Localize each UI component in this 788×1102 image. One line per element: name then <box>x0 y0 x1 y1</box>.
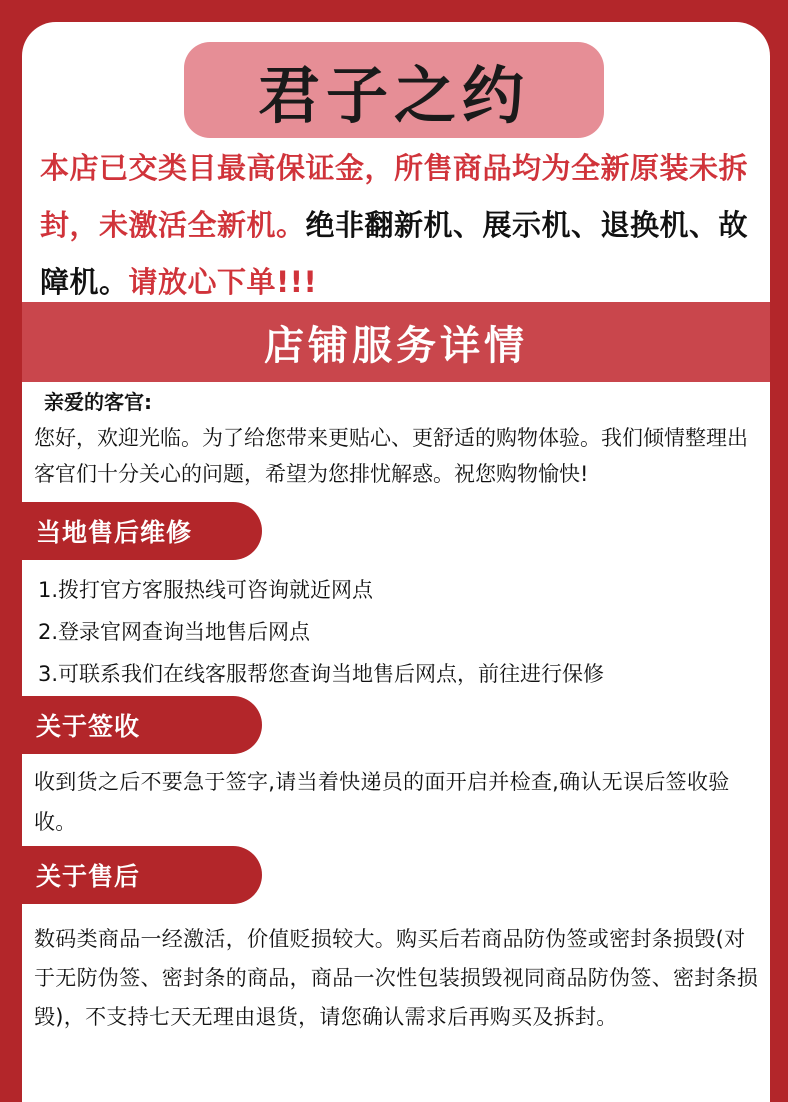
after-sales-body: 数码类商品一经激活，价值贬损较大。购买后若商品防伪签或密封条损毁(对于无防伪签、密封条的商品，商品一次性包装损毁视同商品防伪签、密封条损毁)，不支持七天无理由退货，请您确认需求后再购买及拆封。 <box>34 927 759 1029</box>
intro-not-refurbished-text: 绝非翻新机、展示机、退换机、故障机。 <box>40 208 749 299</box>
list-item: 2.登录官网查询当地售后网点 <box>38 620 311 644</box>
list-item: 3.可联系我们在线客服帮您查询当地售后网点，前往进行保修 <box>38 662 605 686</box>
greeting-heading: 亲爱的客官: <box>44 390 152 414</box>
section-title-receipt: 关于签收 <box>22 696 262 754</box>
section-title-local-repair: 当地售后维修 <box>22 502 262 560</box>
intro-order-prompt: 请放心下单!!! <box>128 265 318 299</box>
content-card <box>22 22 770 1102</box>
section-title-after-sales: 关于售后 <box>22 846 262 904</box>
intro-guarantee-text: 本店已交类目最高保证金，所售商品均为全新原装未拆封，未激活全新机。 <box>40 151 749 242</box>
list-item: 1.拨打官方客服热线可咨询就近网点 <box>38 578 374 602</box>
intro-statement <box>40 140 764 311</box>
receipt-body: 收到货之后不要急于签字,请当着快递员的面开启并检查,确认无误后签收验收。 <box>34 770 730 834</box>
greeting-body: 您好，欢迎光临。为了给您带来更贴心、更舒适的购物体验。我们倾情整理出客官们十分关心的问题，希望为您排忧解惑。祝您购物愉快! <box>34 426 748 486</box>
page-title: 君子之约 <box>184 42 604 138</box>
service-details-banner: 店铺服务详情 <box>22 302 770 382</box>
